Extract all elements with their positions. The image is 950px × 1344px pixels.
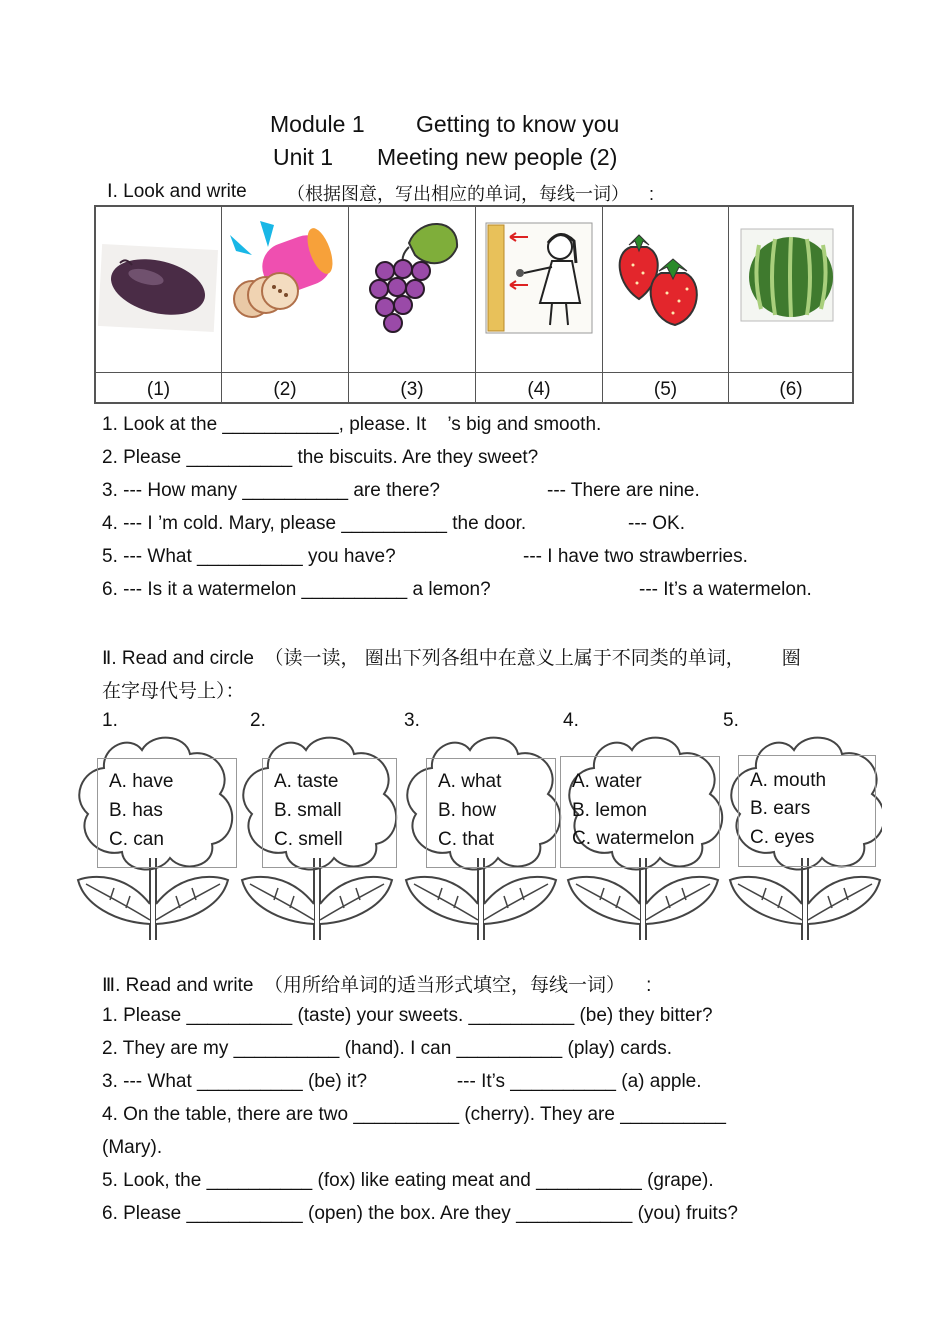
exercise-line: 5. Look, the __________ (fox) like eating meat and __________ (grape). <box>102 1170 714 1191</box>
sentence-line: 5. --- What __________ you have? <box>102 546 396 567</box>
biscuits-icon <box>222 207 347 367</box>
section2-heading: Ⅱ. Read and circle （读一读， 圈出下列各组中在意义上属于不同类的单词， 圈 <box>102 648 801 669</box>
picture-number: (6) <box>779 379 803 400</box>
strawberries-icon <box>603 207 727 367</box>
picture-number: (4) <box>476 373 603 403</box>
option-b[interactable]: B. lemon <box>572 800 647 821</box>
group-number: 5. <box>723 710 739 731</box>
picture-number: (1) <box>96 373 222 403</box>
option-b[interactable]: B. ears <box>750 798 811 819</box>
sentence-line: 6. --- Is it a watermelon __________ a lemon? <box>102 579 491 600</box>
picture-cell-2 <box>222 207 349 372</box>
girl-opening-door-icon <box>476 207 601 367</box>
picture-number: (2) <box>222 373 349 403</box>
exercise-line: (Mary). <box>102 1137 163 1158</box>
sentence-line: 1. Look at the ___________, please. It ’s big and smooth. <box>102 414 602 435</box>
exercise-line: 2. They are my __________ (hand). I can __________ (play) cards. <box>102 1038 673 1059</box>
sentence-answer: --- It’s a watermelon. <box>639 579 812 600</box>
watermelon-icon <box>729 207 854 367</box>
option-b[interactable]: B. small <box>274 800 342 821</box>
group-number: 4. <box>563 710 579 731</box>
section1-heading: Ⅰ. Look and write <box>107 181 247 202</box>
module-title: Getting to know you <box>416 111 620 137</box>
exercise-line: 1. Please __________ (taste) your sweets. __________ (be) they bitter? <box>102 1005 713 1026</box>
option-a[interactable]: A. have <box>109 771 174 792</box>
picture-cell-3 <box>349 207 476 372</box>
option-a[interactable]: A. mouth <box>750 770 827 791</box>
section1-instruction: （根据图意，写出相应的单词，每线一词） : <box>287 184 655 204</box>
sentence-line: 2. Please __________ the biscuits. Are they sweet? <box>102 447 539 468</box>
unit-label: Unit 1 <box>273 144 334 170</box>
exercise-line: 3. --- What __________ (be) it? --- It’s __________ (a) apple. <box>102 1071 702 1092</box>
option-b[interactable]: B. how <box>438 800 497 821</box>
option-a[interactable]: A. taste <box>274 771 339 792</box>
section2-heading-cont: 在字母代号上）： <box>102 681 245 702</box>
sentence-answer: --- I have two strawberries. <box>523 546 748 567</box>
picture-number: (5) <box>603 373 729 403</box>
option-c[interactable]: C. that <box>438 829 494 850</box>
picture-cell-5 <box>603 207 729 372</box>
picture-cell-6 <box>729 207 856 372</box>
grapes-icon <box>349 207 474 367</box>
unit-title: Meeting new people (2) <box>377 144 618 170</box>
option-a[interactable]: A. water <box>572 771 642 792</box>
option-b[interactable]: B. has <box>109 800 163 821</box>
section3-heading: Ⅲ. Read and write （用所给单词的适当形式填空，每线一词） : <box>102 975 652 996</box>
sentence-answer: --- OK. <box>628 513 685 534</box>
option-c[interactable]: C. can <box>109 829 164 850</box>
exercise-line: 6. Please ___________ (open) the box. Are they ___________ (you) fruits? <box>102 1203 738 1224</box>
group-number: 1. <box>102 710 118 731</box>
option-c[interactable]: C. watermelon <box>572 828 695 849</box>
option-a[interactable]: A. what <box>438 771 502 792</box>
sentence-line: 3. --- How many __________ are there? <box>102 480 440 501</box>
exercise-line: 4. On the table, there are two __________ (cherry). They are __________ <box>102 1104 726 1125</box>
picture-number: (3) <box>349 373 476 403</box>
sentence-line: 4. --- I ’m cold. Mary, please __________ the door. <box>102 513 527 534</box>
plum-icon <box>96 207 220 367</box>
option-c[interactable]: C. eyes <box>750 827 815 848</box>
option-c[interactable]: C. smell <box>274 829 343 850</box>
group-number: 2. <box>250 710 266 731</box>
sentence-answer: --- There are nine. <box>547 480 700 501</box>
picture-cell-4 <box>476 207 603 372</box>
module-label: Module 1 <box>270 111 365 137</box>
picture-number-row <box>96 372 852 402</box>
picture-cell-1 <box>96 207 222 372</box>
picture-table <box>94 205 854 404</box>
group-number: 3. <box>404 710 420 731</box>
